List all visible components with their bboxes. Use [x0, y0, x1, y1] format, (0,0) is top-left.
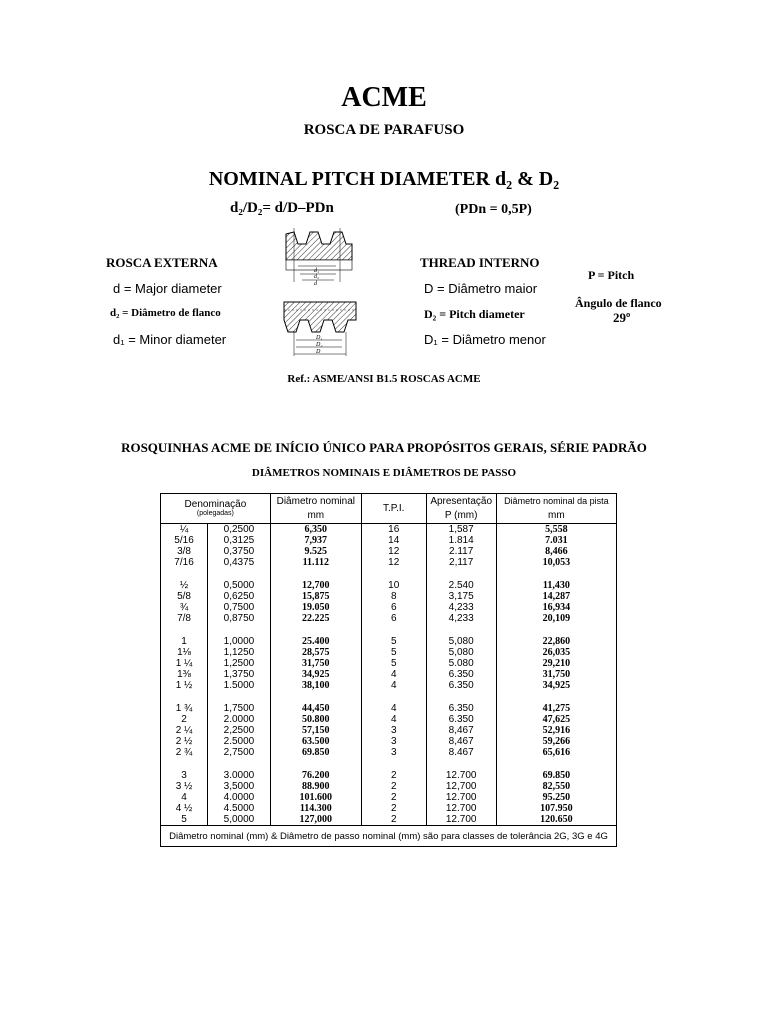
cell-den: ¾: [161, 602, 208, 613]
cell-mm: 7,937: [270, 535, 361, 546]
cell-inch: 1,7500: [208, 703, 271, 714]
page-subtitle: ROSCA DE PARAFUSO: [303, 122, 465, 138]
cell-mm: 38,100: [270, 680, 361, 691]
cell-mm: 63.500: [270, 736, 361, 747]
cell-den: 3: [161, 770, 208, 781]
table-row: [161, 524, 617, 536]
cell-mm: 11.112: [270, 557, 361, 568]
cell-mm: 69.850: [270, 747, 361, 758]
cell-den: 1⅛: [161, 647, 208, 658]
cell-inch: 0,5000: [208, 580, 271, 591]
cell-tpi: 10: [361, 580, 426, 591]
cell-den: 5: [161, 814, 208, 826]
table-row: [161, 613, 617, 624]
cell-pd: 16,934: [496, 602, 616, 613]
cell-inch: 5,0000: [208, 814, 271, 826]
cell-pd: 82,550: [496, 781, 616, 792]
table-row: [161, 669, 617, 680]
cell-den: 2 ¾: [161, 747, 208, 758]
group-spacer: [161, 691, 617, 703]
cell-p: 1.814: [426, 535, 496, 546]
table-row: [161, 591, 617, 602]
table-row: [161, 770, 617, 781]
cell-tpi: 3: [361, 747, 426, 758]
cell-pd: 31,750: [496, 669, 616, 680]
cell-p: 2.540: [426, 580, 496, 591]
group-spacer: [161, 568, 617, 580]
cell-tpi: 4: [361, 703, 426, 714]
cell-den: 7/16: [161, 557, 208, 568]
cell-inch: 2.5000: [208, 736, 271, 747]
svg-text:D₁: D₁: [316, 335, 323, 341]
table-row: [161, 557, 617, 568]
cell-p: 5,080: [426, 636, 496, 647]
cell-den: 3 ½: [161, 781, 208, 792]
internal-pitch-diameter: D₂ = Pitch diameter: [424, 307, 525, 321]
cell-mm: 114.300: [270, 803, 361, 814]
cell-p: 1,587: [426, 524, 496, 536]
cell-pd: 41,275: [496, 703, 616, 714]
cell-mm: 76.200: [270, 770, 361, 781]
pitch-formula: d₂/D₂= d/D–PDn: [230, 200, 334, 216]
cell-p: 4,233: [426, 613, 496, 624]
cell-pd: 14,287: [496, 591, 616, 602]
cell-mm: 31,750: [270, 658, 361, 669]
external-major-diameter: d = Major diameter: [113, 281, 222, 296]
cell-p: 12.700: [426, 814, 496, 826]
cell-pd: 59,266: [496, 736, 616, 747]
cell-tpi: 4: [361, 680, 426, 691]
table-row: [161, 814, 617, 826]
table-row: [161, 803, 617, 814]
cell-den: 2 ¼: [161, 725, 208, 736]
cell-tpi: 12: [361, 546, 426, 557]
cell-inch: 1,3750: [208, 669, 271, 680]
pdn-formula: (PDn = 0,5P): [455, 202, 532, 217]
table-row: [161, 680, 617, 691]
svg-text:d: d: [314, 281, 317, 287]
cell-den: ¼: [161, 524, 208, 536]
cell-pd: 20,109: [496, 613, 616, 624]
external-minor-diameter: d₁ = Minor diameter: [113, 332, 227, 347]
cell-p: 5.080: [426, 658, 496, 669]
cell-tpi: 2: [361, 814, 426, 826]
table-title: ROSQUINHAS ACME DE INÍCIO ÚNICO PARA PROPÓSITOS GERAIS, SÉRIE PADRÃO: [121, 440, 647, 455]
cell-den: 4 ½: [161, 803, 208, 814]
svg-text:D₂: D₂: [316, 342, 323, 348]
internal-thread-heading: THREAD INTERNO: [420, 255, 540, 270]
acme-thread-table: [160, 493, 617, 847]
cell-pd: 65,616: [496, 747, 616, 758]
cell-p: 6.350: [426, 669, 496, 680]
cell-pd: 22,860: [496, 636, 616, 647]
cell-p: 8,467: [426, 725, 496, 736]
cell-den: 1⅜: [161, 669, 208, 680]
cell-den: 4: [161, 792, 208, 803]
svg-text:d₂: d₂: [314, 274, 320, 280]
cell-pd: 10,053: [496, 557, 616, 568]
cell-tpi: 2: [361, 770, 426, 781]
cell-pd: 69.850: [496, 770, 616, 781]
cell-mm: 6,350: [270, 524, 361, 536]
table-row: [161, 535, 617, 546]
table-row: [161, 647, 617, 658]
cell-p: 5,080: [426, 647, 496, 658]
cell-inch: 0,7500: [208, 602, 271, 613]
cell-mm: 15,875: [270, 591, 361, 602]
table-row: [161, 580, 617, 591]
cell-mm: 50.800: [270, 714, 361, 725]
group-spacer: [161, 624, 617, 636]
cell-inch: 1,1250: [208, 647, 271, 658]
group-spacer: [161, 758, 617, 770]
cell-inch: 0,6250: [208, 591, 271, 602]
cell-tpi: 3: [361, 725, 426, 736]
cell-pd: 34,925: [496, 680, 616, 691]
table-row: [161, 636, 617, 647]
cell-den: 1 ¼: [161, 658, 208, 669]
cell-den: 5/16: [161, 535, 208, 546]
table-row: [161, 792, 617, 803]
cell-tpi: 2: [361, 781, 426, 792]
cell-tpi: 6: [361, 602, 426, 613]
table-row: [161, 781, 617, 792]
reference-note: Ref.: ASME/ANSI B1.5 ROSCAS ACME: [287, 373, 481, 385]
table-row: [161, 714, 617, 725]
cell-inch: 1.5000: [208, 680, 271, 691]
cell-pd: 120.650: [496, 814, 616, 826]
col-header-pitch-diameter: Diâmetro nominal da pista mm: [496, 494, 616, 524]
cell-inch: 1,2500: [208, 658, 271, 669]
cell-tpi: 5: [361, 636, 426, 647]
cell-inch: 3.0000: [208, 770, 271, 781]
flank-angle-value: 29º: [613, 310, 631, 325]
table-body: [161, 524, 617, 826]
cell-den: 1: [161, 636, 208, 647]
cell-p: 3,175: [426, 591, 496, 602]
cell-tpi: 3: [361, 736, 426, 747]
cell-p: 8,467: [426, 736, 496, 747]
cell-mm: 101.600: [270, 792, 361, 803]
cell-pd: 107.950: [496, 803, 616, 814]
table-footnote: Diâmetro nominal (mm) & Diâmetro de passo nominal (mm) são para classes de tolerância 2G, 3G e 4G: [161, 826, 617, 847]
cell-pd: 11,430: [496, 580, 616, 591]
cell-inch: 0,8750: [208, 613, 271, 624]
cell-mm: 57,150: [270, 725, 361, 736]
cell-den: 1 ¾: [161, 703, 208, 714]
table-row: [161, 725, 617, 736]
cell-pd: 52,916: [496, 725, 616, 736]
cell-den: 1 ½: [161, 680, 208, 691]
cell-p: 12,700: [426, 781, 496, 792]
cell-pd: 47,625: [496, 714, 616, 725]
cell-den: 5/8: [161, 591, 208, 602]
cell-inch: 0,3125: [208, 535, 271, 546]
cell-mm: 25.400: [270, 636, 361, 647]
cell-tpi: 14: [361, 535, 426, 546]
internal-minor-diameter: D₁ = Diâmetro menor: [424, 332, 546, 347]
cell-inch: 4.0000: [208, 792, 271, 803]
cell-inch: 4.5000: [208, 803, 271, 814]
cell-inch: 0,3750: [208, 546, 271, 557]
cell-p: 12.700: [426, 792, 496, 803]
cell-mm: 9.525: [270, 546, 361, 557]
thread-profile-diagram: [280, 220, 364, 360]
cell-inch: 3,5000: [208, 781, 271, 792]
cell-den: ½: [161, 580, 208, 591]
cell-p: 12.700: [426, 770, 496, 781]
table-subtitle: DIÂMETROS NOMINAIS E DIÂMETROS DE PASSO: [251, 467, 517, 479]
cell-tpi: 16: [361, 524, 426, 536]
pitch-label: P = Pitch: [588, 268, 635, 282]
table-row: [161, 736, 617, 747]
col-header-denomination: Denominação (polegadas): [161, 494, 271, 524]
cell-tpi: 8: [361, 591, 426, 602]
cell-inch: 0,4375: [208, 557, 271, 568]
cell-pd: 8,466: [496, 546, 616, 557]
table-row: [161, 602, 617, 613]
cell-tpi: 2: [361, 803, 426, 814]
cell-inch: 2,2500: [208, 725, 271, 736]
cell-p: 8.467: [426, 747, 496, 758]
svg-text:d₁: d₁: [314, 268, 320, 274]
external-pitch-diameter: d₂ = Diâmetro de flanco: [110, 307, 221, 319]
cell-den: 7/8: [161, 613, 208, 624]
cell-mm: 19.050: [270, 602, 361, 613]
cell-mm: 28,575: [270, 647, 361, 658]
cell-tpi: 5: [361, 658, 426, 669]
cell-inch: 1,0000: [208, 636, 271, 647]
nominal-pitch-diameter-heading: NOMINAL PITCH DIAMETER d₂ & D₂: [208, 168, 560, 190]
cell-tpi: 4: [361, 714, 426, 725]
cell-pd: 29,210: [496, 658, 616, 669]
cell-tpi: 6: [361, 613, 426, 624]
cell-tpi: 2: [361, 792, 426, 803]
col-header-nominal-diameter: Diâmetro nominal mm: [270, 494, 361, 524]
cell-inch: 0,2500: [208, 524, 271, 536]
cell-p: 6.350: [426, 680, 496, 691]
cell-mm: 127,000: [270, 814, 361, 826]
cell-p: 2.117: [426, 546, 496, 557]
cell-pd: 95.250: [496, 792, 616, 803]
cell-den: 2 ½: [161, 736, 208, 747]
cell-pd: 26,035: [496, 647, 616, 658]
cell-p: 6.350: [426, 714, 496, 725]
cell-pd: 5,558: [496, 524, 616, 536]
col-header-pitch: Apresentação P (mm): [426, 494, 496, 524]
cell-p: 2,117: [426, 557, 496, 568]
svg-text:D: D: [316, 349, 321, 355]
cell-tpi: 5: [361, 647, 426, 658]
cell-mm: 34,925: [270, 669, 361, 680]
table-row: [161, 658, 617, 669]
table-row: [161, 747, 617, 758]
page-title: ACME: [341, 82, 427, 113]
cell-p: 6.350: [426, 703, 496, 714]
table-row: [161, 546, 617, 557]
cell-pd: 7.031: [496, 535, 616, 546]
cell-inch: 2.0000: [208, 714, 271, 725]
cell-mm: 44,450: [270, 703, 361, 714]
cell-mm: 22.225: [270, 613, 361, 624]
cell-den: 3/8: [161, 546, 208, 557]
cell-tpi: 4: [361, 669, 426, 680]
cell-mm: 12,700: [270, 580, 361, 591]
internal-major-diameter: D = Diâmetro maior: [424, 281, 538, 296]
cell-p: 12.700: [426, 803, 496, 814]
cell-inch: 2,7500: [208, 747, 271, 758]
table-row: [161, 703, 617, 714]
external-thread-heading: ROSCA EXTERNA: [106, 255, 218, 270]
flank-angle-label: Ângulo de flanco: [575, 296, 662, 310]
cell-tpi: 12: [361, 557, 426, 568]
cell-den: 2: [161, 714, 208, 725]
cell-mm: 88.900: [270, 781, 361, 792]
col-header-tpi: T.P.I.: [361, 494, 426, 524]
cell-p: 4,233: [426, 602, 496, 613]
